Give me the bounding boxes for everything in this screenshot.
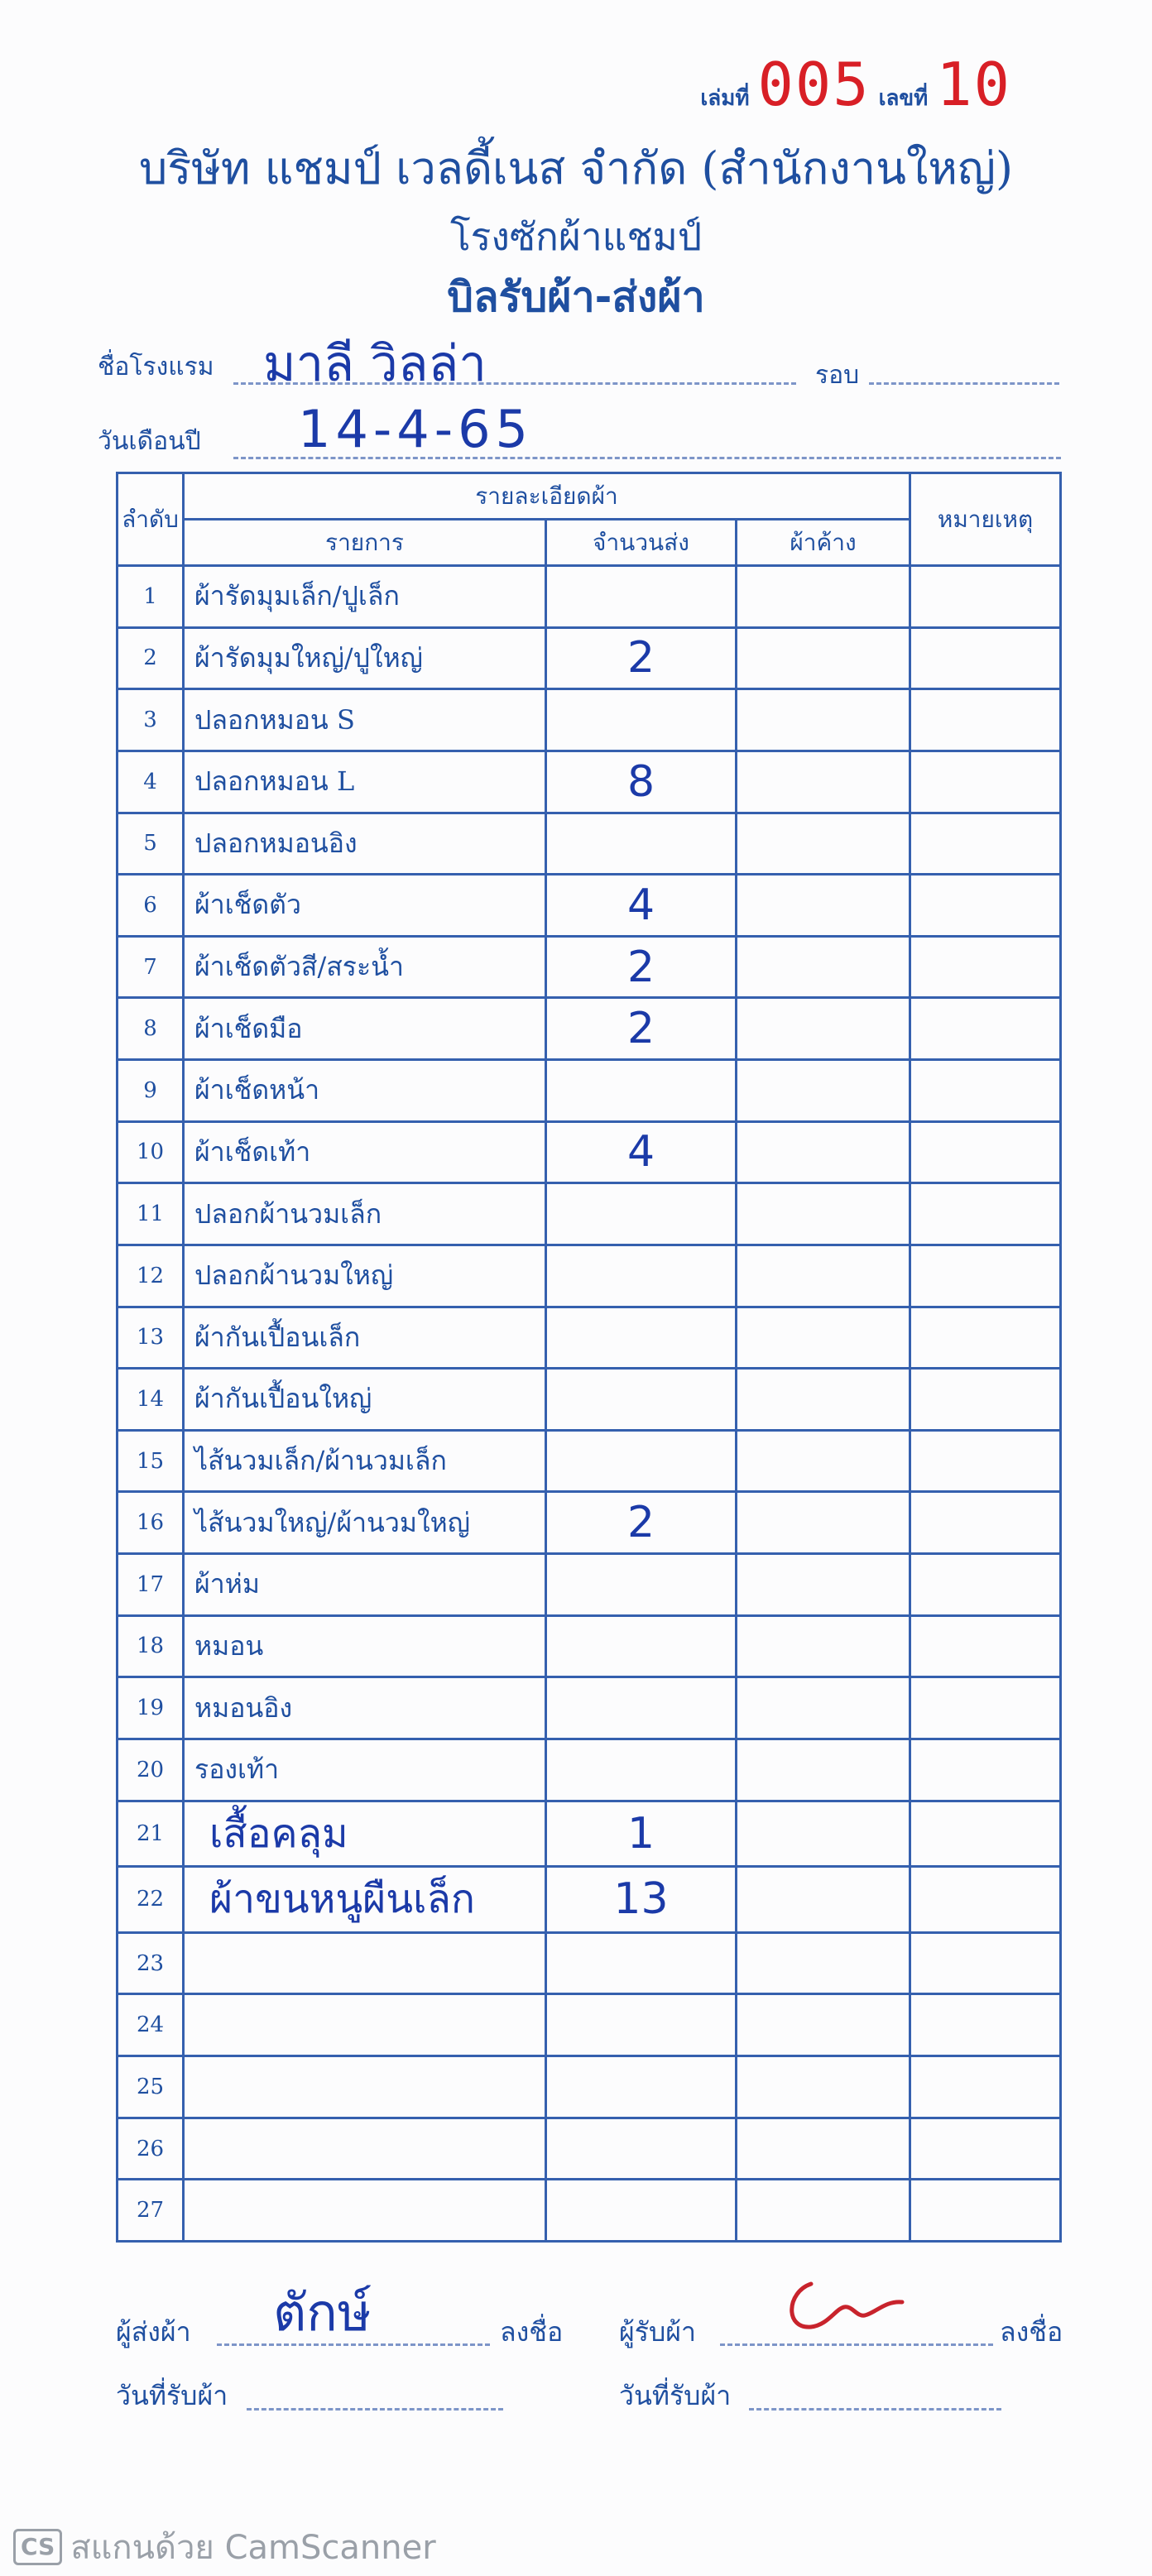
table-row — [118, 1369, 1061, 1431]
row-remark — [910, 566, 1061, 628]
col-header-pending: ผ้าค้าง — [737, 520, 910, 566]
hotel-label: ชื่อโรงแรม — [98, 353, 214, 381]
row-remark — [910, 1677, 1061, 1739]
table-row — [118, 1554, 1061, 1616]
row-remark — [910, 1369, 1061, 1431]
row-pending-qty — [737, 1554, 910, 1616]
row-pending-qty — [737, 627, 910, 689]
row-remark — [910, 1554, 1061, 1616]
table-row — [118, 1801, 1061, 1867]
table-row — [118, 2056, 1061, 2118]
receiver-signature-scribble — [778, 2267, 910, 2342]
row-sent-qty — [546, 1932, 737, 1994]
sender-label: ผู้ส่งผ้า — [116, 2316, 191, 2348]
row-pending-qty — [737, 1060, 910, 1122]
row-item — [184, 1932, 546, 1994]
round-dotted-line — [869, 382, 1059, 385]
book-label: เล่มที่ — [700, 86, 750, 111]
row-sent-qty: 4 — [546, 875, 737, 937]
row-number: 8 — [118, 998, 184, 1060]
row-remark — [910, 813, 1061, 875]
round-label: รอบ — [815, 361, 860, 390]
row-remark — [910, 1060, 1061, 1122]
receiver-dotted-line — [720, 2343, 993, 2346]
row-number: 18 — [118, 1615, 184, 1677]
table-row — [118, 1307, 1061, 1369]
table-row — [118, 1060, 1061, 1122]
row-sent-qty — [546, 566, 737, 628]
laundry-items-table — [116, 472, 1062, 2243]
row-item: ผ้าขนหนูผืนเล็ก — [184, 1867, 546, 1933]
row-sent-qty — [546, 2180, 737, 2242]
row-item: ปลอกผ้านวมเล็ก — [184, 1183, 546, 1245]
row-item: ผ้ารัดมุมใหญ่/ปูใหญ่ — [184, 627, 546, 689]
receiver-label: ผู้รับผ้า — [619, 2316, 696, 2348]
row-remark — [910, 1801, 1061, 1867]
bill-number: 10 — [936, 50, 1011, 119]
row-item: ปลอกผ้านวมใหญ่ — [184, 1245, 546, 1307]
table-row — [118, 875, 1061, 937]
row-remark — [910, 1615, 1061, 1677]
row-pending-qty — [737, 566, 910, 628]
row-number: 20 — [118, 1739, 184, 1801]
sender-date-label: วันที่รับผ้า — [116, 2380, 228, 2411]
camscanner-logo-icon: CS — [13, 2529, 62, 2565]
col-header-sent: จำนวนส่ง — [546, 520, 737, 566]
row-number: 2 — [118, 627, 184, 689]
receiver-date-dotted-line — [749, 2408, 1001, 2411]
row-number: 1 — [118, 566, 184, 628]
row-remark — [910, 936, 1061, 998]
row-remark — [910, 1245, 1061, 1307]
row-number: 16 — [118, 1492, 184, 1554]
table-row — [118, 1677, 1061, 1739]
row-number: 10 — [118, 1121, 184, 1183]
row-number: 19 — [118, 1677, 184, 1739]
row-item — [184, 2180, 546, 2242]
row-number: 9 — [118, 1060, 184, 1122]
row-pending-qty — [737, 2118, 910, 2180]
row-item: เสื้อคลุม — [184, 1801, 546, 1867]
row-remark — [910, 1430, 1061, 1492]
table-row — [118, 1932, 1061, 1994]
row-remark — [910, 2118, 1061, 2180]
row-remark — [910, 751, 1061, 813]
row-remark — [910, 1121, 1061, 1183]
row-number: 7 — [118, 936, 184, 998]
row-item: ปลอกหมอนอิง — [184, 813, 546, 875]
table-row — [118, 751, 1061, 813]
table-body — [118, 566, 1061, 2242]
row-pending-qty — [737, 1994, 910, 2056]
row-sent-qty — [546, 813, 737, 875]
row-sent-qty: 1 — [546, 1801, 737, 1867]
row-item: หมอน — [184, 1615, 546, 1677]
table-row — [118, 813, 1061, 875]
row-pending-qty — [737, 1801, 910, 1867]
row-remark — [910, 627, 1061, 689]
row-sent-qty — [546, 1060, 737, 1122]
row-number: 27 — [118, 2180, 184, 2242]
row-sent-qty: 2 — [546, 998, 737, 1060]
table-row — [118, 2180, 1061, 2242]
row-pending-qty — [737, 1430, 910, 1492]
row-sent-qty: 2 — [546, 627, 737, 689]
row-pending-qty — [737, 1677, 910, 1739]
row-sent-qty — [546, 1183, 737, 1245]
date-value: 14-4-65 — [298, 399, 533, 459]
row-sent-qty: 4 — [546, 1121, 737, 1183]
row-number: 17 — [118, 1554, 184, 1616]
receiver-sign-suffix: ลงชื่อ — [1000, 2316, 1063, 2348]
col-header-group: รายละเอียดผ้า — [184, 473, 910, 520]
bill-title: บิลรับผ้า-ส่งผ้า — [447, 273, 705, 321]
sender-date-dotted-line — [247, 2408, 503, 2411]
table-row — [118, 1245, 1061, 1307]
row-sent-qty: 8 — [546, 751, 737, 813]
row-item: รองเท้า — [184, 1739, 546, 1801]
row-sent-qty: 2 — [546, 1492, 737, 1554]
row-pending-qty — [737, 1369, 910, 1431]
table-row — [118, 1994, 1061, 2056]
row-number: 15 — [118, 1430, 184, 1492]
camscanner-text: สแกนด้วย CamScanner — [70, 2529, 436, 2567]
book-number: 005 — [757, 50, 871, 119]
table-row — [118, 998, 1061, 1060]
row-sent-qty — [546, 689, 737, 751]
row-item: หมอนอิง — [184, 1677, 546, 1739]
table-row — [118, 1739, 1061, 1801]
row-number: 22 — [118, 1867, 184, 1933]
row-sent-qty — [546, 1245, 737, 1307]
row-remark — [910, 1867, 1061, 1933]
table-row — [118, 689, 1061, 751]
table-row — [118, 1867, 1061, 1933]
factory-name: โรงซักผ้าแชมป์ — [449, 214, 703, 259]
row-remark — [910, 1932, 1061, 1994]
row-pending-qty — [737, 875, 910, 937]
row-remark — [910, 1307, 1061, 1369]
row-item: ผ้าเช็ดหน้า — [184, 1060, 546, 1122]
row-sent-qty — [546, 2118, 737, 2180]
table-row — [118, 936, 1061, 998]
row-remark — [910, 2056, 1061, 2118]
row-item: ไส้นวมเล็ก/ผ้านวมเล็ก — [184, 1430, 546, 1492]
sender-sign-suffix: ลงชื่อ — [500, 2316, 564, 2348]
row-item: ไส้นวมใหญ่/ผ้านวมใหญ่ — [184, 1492, 546, 1554]
row-pending-qty — [737, 813, 910, 875]
col-header-no: ลำดับ — [118, 473, 184, 566]
row-sent-qty — [546, 1994, 737, 2056]
row-item: ผ้าเช็ดตัวสี/สระน้ำ — [184, 936, 546, 998]
row-sent-qty — [546, 2056, 737, 2118]
row-pending-qty — [737, 2180, 910, 2242]
row-number: 11 — [118, 1183, 184, 1245]
row-item — [184, 2118, 546, 2180]
row-sent-qty — [546, 1677, 737, 1739]
row-number: 26 — [118, 2118, 184, 2180]
row-pending-qty — [737, 998, 910, 1060]
row-pending-qty — [737, 1245, 910, 1307]
row-remark — [910, 689, 1061, 751]
row-remark — [910, 2180, 1061, 2242]
row-number: 23 — [118, 1932, 184, 1994]
sender-signature: ตักษ์ — [273, 2282, 372, 2343]
table-row — [118, 1121, 1061, 1183]
row-pending-qty — [737, 936, 910, 998]
row-item: ผ้ารัดมุมเล็ก/ปูเล็ก — [184, 566, 546, 628]
row-number: 4 — [118, 751, 184, 813]
row-item: ผ้าเช็ดมือ — [184, 998, 546, 1060]
row-sent-qty — [546, 1615, 737, 1677]
receiver-date-label: วันที่รับผ้า — [619, 2380, 732, 2411]
row-pending-qty — [737, 751, 910, 813]
col-header-item: รายการ — [184, 520, 546, 566]
company-name: บริษัท แชมป์ เวลดี้เนส จำกัด (สำนักงานใหญ่) — [138, 142, 1014, 194]
row-pending-qty — [737, 1615, 910, 1677]
row-sent-qty — [546, 1739, 737, 1801]
row-sent-qty — [546, 1554, 737, 1616]
row-number: 13 — [118, 1307, 184, 1369]
row-item: ปลอกหมอน S — [184, 689, 546, 751]
row-number: 12 — [118, 1245, 184, 1307]
row-item: ผ้ากันเปื้อนเล็ก — [184, 1307, 546, 1369]
row-item: ปลอกหมอน L — [184, 751, 546, 813]
book-number-line — [700, 50, 1011, 119]
row-number: 14 — [118, 1369, 184, 1431]
row-number: 24 — [118, 1994, 184, 2056]
camscanner-watermark — [13, 2521, 436, 2574]
row-item: ผ้าห่ม — [184, 1554, 546, 1616]
row-item: ผ้ากันเปื้อนใหญ่ — [184, 1369, 546, 1431]
row-pending-qty — [737, 1183, 910, 1245]
table-row — [118, 627, 1061, 689]
row-number: 21 — [118, 1801, 184, 1867]
row-remark — [910, 875, 1061, 937]
hotel-value: มาลี วิลล่า — [263, 335, 487, 393]
col-header-remark: หมายเหตุ — [910, 473, 1061, 566]
number-label: เลขที่ — [878, 86, 929, 111]
row-sent-qty — [546, 1430, 737, 1492]
row-number: 3 — [118, 689, 184, 751]
row-number: 5 — [118, 813, 184, 875]
row-remark — [910, 1739, 1061, 1801]
date-label: วันเดือนปี — [98, 427, 201, 456]
row-sent-qty: 2 — [546, 936, 737, 998]
row-number: 6 — [118, 875, 184, 937]
table-row — [118, 1492, 1061, 1554]
row-pending-qty — [737, 1867, 910, 1933]
row-sent-qty — [546, 1369, 737, 1431]
row-item — [184, 1994, 546, 2056]
row-remark — [910, 1183, 1061, 1245]
row-pending-qty — [737, 689, 910, 751]
row-item — [184, 2056, 546, 2118]
row-sent-qty: 13 — [546, 1867, 737, 1933]
row-sent-qty — [546, 1307, 737, 1369]
row-pending-qty — [737, 1307, 910, 1369]
table-row — [118, 1183, 1061, 1245]
row-remark — [910, 998, 1061, 1060]
row-remark — [910, 1492, 1061, 1554]
table-row — [118, 2118, 1061, 2180]
table-row — [118, 1615, 1061, 1677]
row-number: 25 — [118, 2056, 184, 2118]
table-row — [118, 566, 1061, 628]
row-pending-qty — [737, 2056, 910, 2118]
row-item: ผ้าเช็ดเท้า — [184, 1121, 546, 1183]
row-item: ผ้าเช็ดตัว — [184, 875, 546, 937]
row-remark — [910, 1994, 1061, 2056]
row-pending-qty — [737, 1121, 910, 1183]
row-pending-qty — [737, 1739, 910, 1801]
table-row — [118, 1430, 1061, 1492]
row-pending-qty — [737, 1932, 910, 1994]
row-pending-qty — [737, 1492, 910, 1554]
